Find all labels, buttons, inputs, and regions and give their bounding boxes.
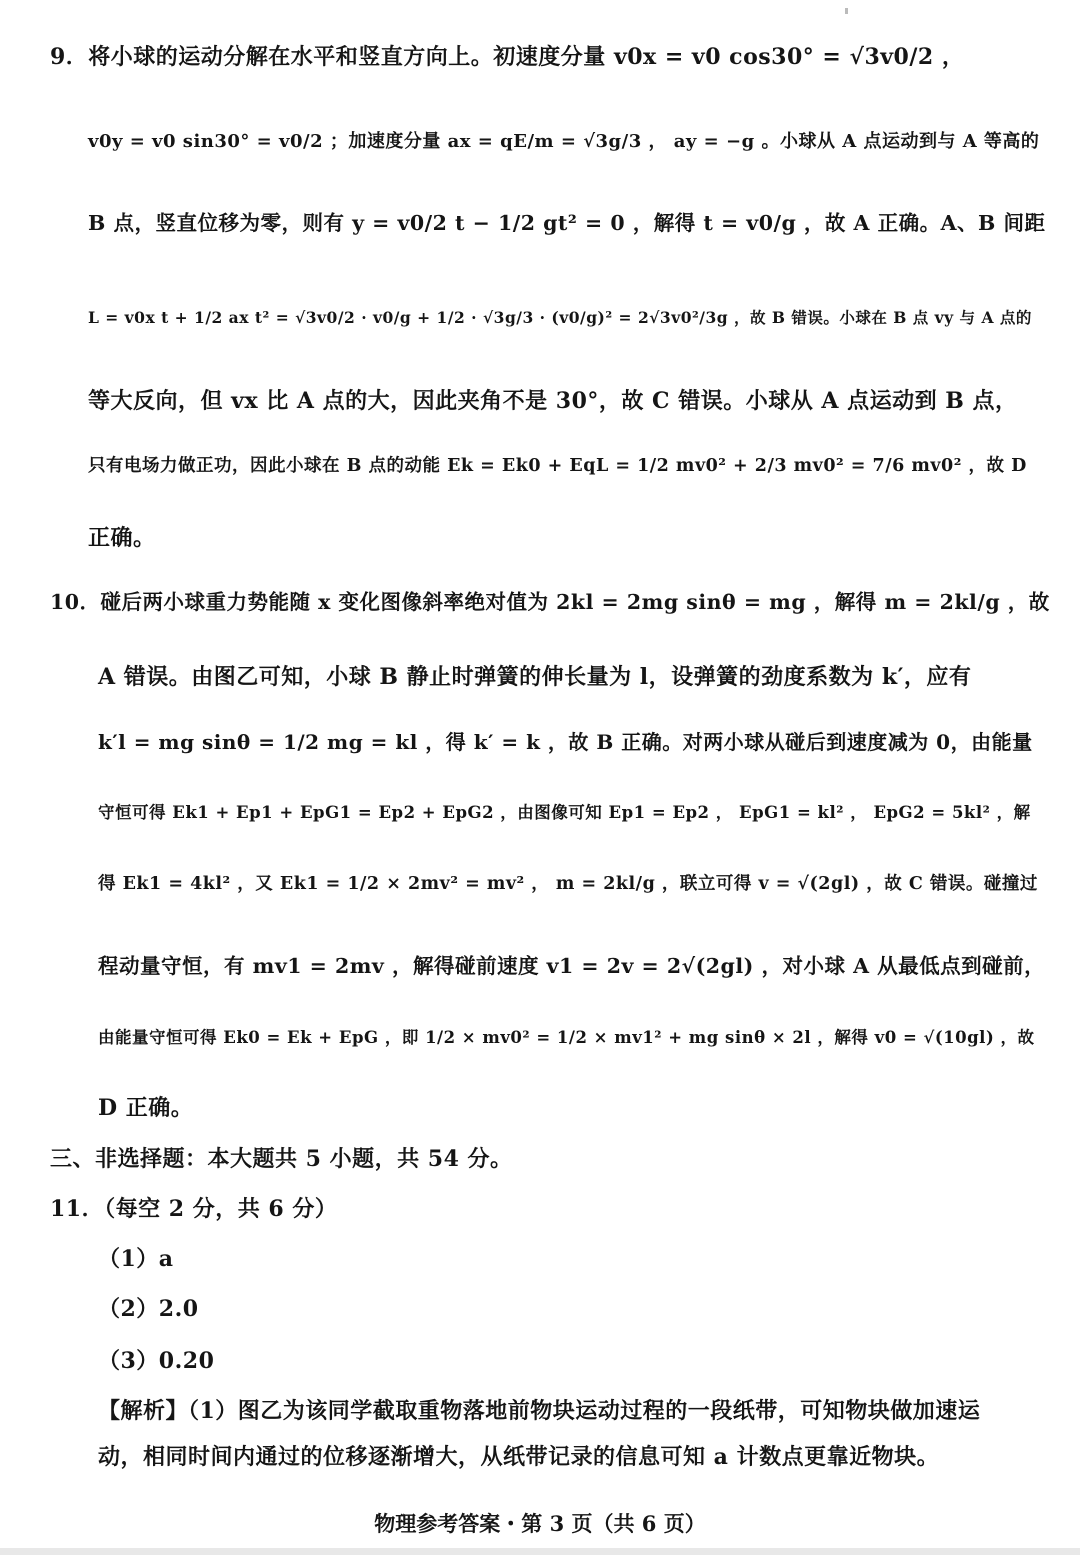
q11-answer-1: （1）a (98, 1246, 174, 1272)
q10-line-1: 10．碰后两小球重力势能随 x 变化图像斜率绝对值为 2kl = 2mg sinθ = mg ，解得 m = 2kl/g ，故 (50, 590, 1050, 614)
analysis-line-2: 动，相同时间内通过的位移逐渐增大，从纸带记录的信息可知 a 计数点更靠近物块。 (98, 1444, 940, 1470)
analysis-line-1: 【解析】（1）图乙为该同学截取重物落地前物块运动过程的一段纸带，可知物块做加速运 (98, 1398, 981, 1424)
q9-line-4: L = v0x t + 1/2 ax t² = √3v0/2 · v0/g + 1/2 · √3g/3 · (v0/g)² = 2√3v0²/3g ，故 B 错误。小球在 B 点 vy 与 A 点的 (88, 308, 1032, 327)
q9-line-7: 正确。 (88, 525, 156, 551)
q10-line-7: 由能量守恒可得 Ek0 = Ek + EpG ，即 1/2 × mv0² = 1/2 × mv1² + mg sinθ × 2l ，解得 v0 = √(10gl) ，故 (98, 1028, 1035, 1047)
scan-speck (845, 8, 848, 14)
q9-line-3: B 点，竖直位移为零，则有 y = v0/2 t − 1/2 gt² = 0 ，解得 t = v0/g ，故 A 正确。A、B 间距 (88, 211, 1046, 235)
q11-heading: 11．（每空 2 分，共 6 分） (50, 1196, 338, 1222)
q9-line-1: 9．将小球的运动分解在水平和竖直方向上。初速度分量 v0x = v0 cos30° = √3v0/2 ， (50, 44, 965, 70)
q10-line-4: 守恒可得 Ek1 + Ep1 + EpG1 = Ep2 + EpG2 ，由图像可知 Ep1 = Ep2 ， EpG1 = kl² ， EpG2 = 5kl² ，解 (98, 803, 1031, 822)
q9-line-6: 只有电场力做正功，因此小球在 B 点的动能 Ek = Ek0 + EqL = 1/2 mv0² + 2/3 mv0² = 7/6 mv0² ，故 D (88, 456, 1027, 476)
page-footer: 物理参考答案・第 3 页（共 6 页） (374, 1511, 706, 1536)
q11-answer-3: （3）0.20 (98, 1348, 215, 1374)
q10-line-2: A 错误。由图乙可知，小球 B 静止时弹簧的伸长量为 l，设弹簧的劲度系数为 k′，应有 (98, 664, 972, 690)
q10-line-5: 得 Ek1 = 4kl² ，又 Ek1 = 1/2 × 2mv² = mv² ， m = 2kl/g ，联立可得 v = √(2gl) ，故 C 错误。碰撞过 (98, 874, 1038, 894)
q10-line-8: D 正确。 (98, 1095, 194, 1121)
scan-edge (0, 1548, 1080, 1555)
q10-line-6: 程动量守恒，有 mv1 = 2mv ，解得碰前速度 v1 = 2v = 2√(2gl) ，对小球 A 从最低点到碰前， (98, 954, 1046, 978)
q9-line-5: 等大反向，但 vx 比 A 点的大，因此夹角不是 30°，故 C 错误。小球从 A 点运动到 B 点， (88, 388, 1018, 414)
q11-answer-2: （2）2.0 (98, 1296, 199, 1322)
q10-line-3: k′l = mg sinθ = 1/2 mg = kl ，得 k′ = k ，故 B 正确。对两小球从碰后到速度减为 0，由能量 (98, 730, 1033, 754)
section-heading: 三、非选择题：本大题共 5 小题，共 54 分。 (50, 1146, 513, 1172)
q9-line-2: v0y = v0 sin30° = v0/2 ；加速度分量 ax = qE/m = √3g/3 ， ay = −g 。小球从 A 点运动到与 A 等高的 (88, 131, 1040, 152)
